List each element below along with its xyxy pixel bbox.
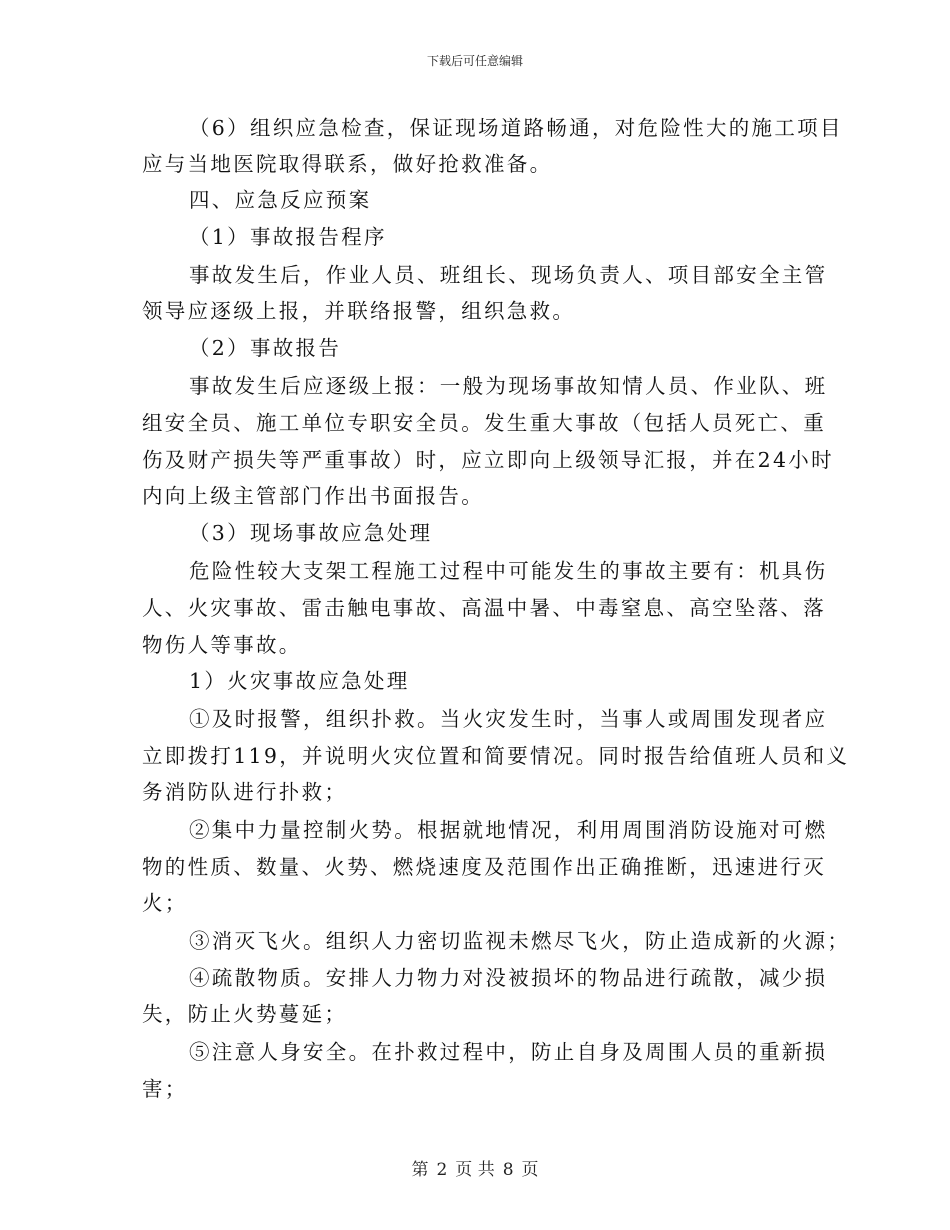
text-line: 领导应逐级上报，并联络报警，组织急救。	[142, 299, 576, 323]
page-header: 下载后可任意编辑	[426, 54, 523, 68]
subsection-heading: （2）事故报告	[189, 336, 342, 360]
current-page-number: 2	[436, 1160, 448, 1180]
subsection-heading: （1）事故报告程序	[189, 225, 387, 249]
list-item: ④疏散物质。安排人力物力对没被损坏的物品进行疏散，减少损	[189, 966, 828, 990]
list-item: ③消灭飞火。组织人力密切监视未燃尽飞火，防止造成新的火源；	[189, 929, 851, 953]
footer-suffix: 页	[521, 1160, 539, 1180]
text-line: 事故发生后，作业人员、班组长、现场负责人、项目部安全主管	[189, 263, 828, 287]
text-line: 害；	[142, 1077, 188, 1101]
list-item: ⑤注意人身安全。在扑救过程中，防止自身及周围人员的重新损	[189, 1040, 828, 1064]
text-line: 物的性质、数量、火势、燃烧速度及范围作出正确推断，迅速进行灭	[142, 855, 826, 879]
text-line: 内向上级主管部门作出书面报告。	[142, 484, 484, 508]
text-line: 事故发生后应逐级上报：一般为现场事故知情人员、作业队、班	[189, 374, 828, 398]
text-line: 组安全员、施工单位专职安全员。发生重大事故（包括人员死亡、重	[142, 411, 826, 435]
subsection-heading: 1）火灾事故应急处理	[189, 669, 410, 693]
section-heading: 四、应急反应预案	[189, 188, 372, 212]
total-page-count: 8	[502, 1160, 514, 1180]
text-line: 立即拨打119，并说明火灾位置和简要情况。同时报告给值班人员和义	[142, 744, 850, 768]
subsection-heading: （3）现场事故应急处理	[189, 521, 433, 545]
text-line: 应与当地医院取得联系，做好抢救准备。	[142, 152, 553, 176]
text-line: 物伤人等事故。	[142, 633, 302, 657]
text-line: 失，防止火势蔓延；	[142, 1002, 348, 1026]
text-line: 危险性较大支架工程施工过程中可能发生的事故主要有：机具伤	[189, 559, 828, 583]
list-item: ②集中力量控制火势。根据就地情况，利用周围消防设施对可燃	[189, 818, 828, 842]
footer-prefix: 第	[411, 1160, 429, 1180]
text-line: 人、火灾事故、雷击触电事故、高温中暑、中毒窒息、高空坠落、落	[142, 596, 826, 620]
list-item: ①及时报警，组织扑救。当火灾发生时，当事人或周围发现者应	[189, 707, 828, 731]
text-line: 务消防队进行扑救；	[142, 780, 348, 804]
text-line: 伤及财产损失等严重事故）时，应立即向上级领导汇报，并在24小时	[142, 448, 834, 472]
page-footer	[0, 1155, 950, 1180]
text-line: 火；	[142, 891, 188, 915]
footer-mid: 页 共	[455, 1160, 495, 1180]
text-line: （6）组织应急检查，保证现场道路畅通，对危险性大的施工项目	[189, 116, 843, 140]
